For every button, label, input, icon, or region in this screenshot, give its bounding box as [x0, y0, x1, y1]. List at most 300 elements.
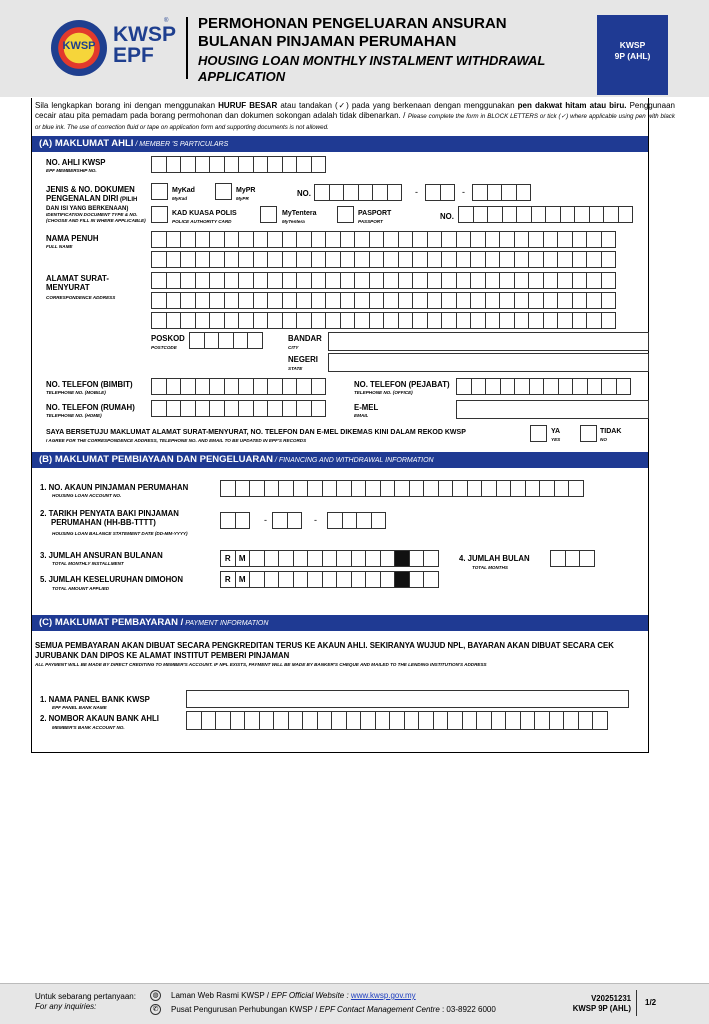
input-cell[interactable] [412, 231, 428, 248]
input-cell[interactable] [151, 272, 167, 289]
input-cell[interactable] [311, 251, 327, 268]
input-cell[interactable] [360, 711, 376, 730]
input-cell[interactable] [565, 550, 581, 567]
input-cell[interactable] [618, 206, 634, 223]
input-cell[interactable] [441, 272, 457, 289]
input-cell[interactable] [267, 378, 283, 395]
input-cell[interactable] [528, 272, 544, 289]
input-cell[interactable] [554, 480, 570, 497]
input-cell[interactable] [325, 292, 341, 309]
input-cell[interactable] [369, 231, 385, 248]
input-cell[interactable] [346, 711, 362, 730]
input-cell[interactable] [369, 272, 385, 289]
input-cell[interactable] [224, 251, 240, 268]
input-cell[interactable] [458, 206, 474, 223]
input-cell[interactable] [249, 550, 265, 567]
input-cell[interactable] [398, 312, 414, 329]
input-cell[interactable] [238, 312, 254, 329]
loan-account-field[interactable] [220, 480, 583, 497]
input-cell[interactable] [389, 711, 405, 730]
input-cell[interactable] [195, 378, 211, 395]
input-cell[interactable] [282, 231, 298, 248]
police-card-checkbox[interactable] [151, 206, 168, 223]
input-cell[interactable] [505, 711, 521, 730]
input-cell[interactable] [423, 571, 439, 588]
input-cell[interactable] [456, 272, 472, 289]
input-cell[interactable] [311, 272, 327, 289]
input-cell[interactable] [601, 292, 617, 309]
input-cell[interactable] [249, 571, 265, 588]
consent-yes-checkbox[interactable] [530, 425, 547, 442]
input-cell[interactable] [412, 272, 428, 289]
input-cell[interactable] [491, 711, 507, 730]
input-cell[interactable] [351, 571, 367, 588]
input-cell[interactable] [500, 378, 516, 395]
tel-office-field[interactable] [456, 378, 630, 395]
input-cell[interactable] [209, 400, 225, 417]
tel-home-field[interactable] [151, 400, 325, 417]
input-cell[interactable] [543, 231, 559, 248]
input-cell[interactable] [166, 251, 182, 268]
input-cell[interactable] [253, 231, 269, 248]
mytentera-checkbox[interactable] [260, 206, 277, 223]
input-cell[interactable] [601, 272, 617, 289]
input-cell[interactable] [215, 711, 231, 730]
input-cell[interactable] [238, 272, 254, 289]
input-cell[interactable] [282, 156, 298, 173]
input-cell[interactable] [529, 378, 545, 395]
bank-name-field[interactable] [186, 690, 629, 708]
input-cell[interactable] [440, 184, 456, 201]
input-cell[interactable] [485, 292, 501, 309]
input-cell[interactable] [354, 231, 370, 248]
input-cell[interactable] [427, 312, 443, 329]
input-cell[interactable] [472, 184, 488, 201]
input-cell[interactable] [340, 292, 356, 309]
input-cell[interactable] [273, 711, 289, 730]
mypr-checkbox[interactable] [215, 183, 232, 200]
input-cell[interactable] [586, 251, 602, 268]
statement-date-month-field[interactable] [272, 512, 301, 529]
input-cell[interactable] [336, 571, 352, 588]
input-cell[interactable] [572, 231, 588, 248]
input-cell[interactable] [253, 400, 269, 417]
input-cell[interactable] [325, 272, 341, 289]
input-cell[interactable] [470, 312, 486, 329]
input-cell[interactable] [354, 272, 370, 289]
input-cell[interactable] [307, 550, 323, 567]
state-field[interactable] [328, 353, 649, 372]
input-cell[interactable] [520, 711, 536, 730]
input-cell[interactable] [296, 231, 312, 248]
input-cell[interactable] [539, 480, 555, 497]
input-cell[interactable] [180, 272, 196, 289]
input-cell[interactable] [235, 512, 251, 529]
input-cell[interactable] [543, 378, 559, 395]
input-cell[interactable] [601, 231, 617, 248]
input-cell[interactable] [317, 711, 333, 730]
input-cell[interactable] [224, 272, 240, 289]
input-cell[interactable] [586, 312, 602, 329]
input-cell[interactable] [557, 251, 573, 268]
input-cell[interactable] [253, 312, 269, 329]
input-cell[interactable] [267, 231, 283, 248]
input-cell[interactable] [557, 312, 573, 329]
input-cell[interactable] [557, 292, 573, 309]
input-cell[interactable] [340, 251, 356, 268]
bank-account-field[interactable] [186, 711, 607, 730]
input-cell[interactable] [383, 251, 399, 268]
input-cell[interactable] [545, 206, 561, 223]
input-cell[interactable] [166, 312, 182, 329]
input-cell[interactable] [351, 480, 367, 497]
input-cell[interactable] [267, 272, 283, 289]
input-cell[interactable] [267, 400, 283, 417]
input-cell[interactable] [244, 711, 260, 730]
input-cell[interactable] [549, 711, 565, 730]
input-cell[interactable] [282, 312, 298, 329]
input-cell[interactable] [383, 312, 399, 329]
input-cell[interactable] [516, 184, 532, 201]
total-amount-field[interactable] [220, 571, 438, 588]
input-cell[interactable] [296, 251, 312, 268]
postcode-field[interactable] [189, 332, 262, 349]
input-cell[interactable] [195, 292, 211, 309]
input-cell[interactable] [481, 480, 497, 497]
input-cell[interactable] [151, 400, 167, 417]
input-cell[interactable] [394, 480, 410, 497]
input-cell[interactable] [282, 400, 298, 417]
input-cell[interactable] [325, 231, 341, 248]
input-cell[interactable] [351, 550, 367, 567]
input-cell[interactable] [356, 512, 372, 529]
input-cell[interactable] [433, 711, 449, 730]
input-cell[interactable] [528, 231, 544, 248]
input-cell[interactable] [311, 312, 327, 329]
input-cell[interactable] [267, 156, 283, 173]
input-cell[interactable] [499, 231, 515, 248]
input-cell[interactable] [572, 251, 588, 268]
statement-date-day-field[interactable] [220, 512, 249, 529]
passport-checkbox[interactable] [337, 206, 354, 223]
input-cell[interactable] [586, 272, 602, 289]
input-cell[interactable] [302, 711, 318, 730]
input-cell[interactable] [371, 512, 387, 529]
statement-date-year-field[interactable] [327, 512, 385, 529]
input-cell[interactable] [412, 312, 428, 329]
input-cell[interactable] [514, 272, 530, 289]
input-cell[interactable] [322, 480, 338, 497]
input-cell[interactable] [180, 231, 196, 248]
input-cell[interactable] [398, 251, 414, 268]
input-cell[interactable] [296, 378, 312, 395]
input-cell[interactable] [496, 480, 512, 497]
input-cell[interactable] [534, 711, 550, 730]
input-cell[interactable] [587, 378, 603, 395]
input-cell[interactable] [264, 550, 280, 567]
input-cell[interactable] [578, 711, 594, 730]
input-cell[interactable] [247, 332, 263, 349]
input-cell[interactable] [209, 312, 225, 329]
input-cell[interactable] [209, 292, 225, 309]
input-cell[interactable] [238, 400, 254, 417]
input-cell[interactable] [514, 378, 530, 395]
input-cell[interactable] [209, 251, 225, 268]
input-cell[interactable] [427, 231, 443, 248]
input-cell[interactable] [574, 206, 590, 223]
input-cell[interactable] [354, 312, 370, 329]
input-cell[interactable] [336, 480, 352, 497]
input-cell[interactable] [166, 400, 182, 417]
input-cell[interactable] [375, 711, 391, 730]
input-cell[interactable] [572, 312, 588, 329]
input-cell[interactable] [456, 231, 472, 248]
input-cell[interactable] [409, 571, 425, 588]
input-cell[interactable] [499, 292, 515, 309]
input-cell[interactable] [404, 711, 420, 730]
input-cell[interactable] [528, 312, 544, 329]
input-cell[interactable] [369, 292, 385, 309]
input-cell[interactable] [224, 292, 240, 309]
input-cell[interactable] [311, 292, 327, 309]
mykad-checkbox[interactable] [151, 183, 168, 200]
input-cell[interactable] [204, 332, 220, 349]
input-cell[interactable] [427, 292, 443, 309]
input-cell[interactable] [369, 312, 385, 329]
input-cell[interactable] [485, 231, 501, 248]
input-cell[interactable] [340, 312, 356, 329]
input-cell[interactable] [471, 378, 487, 395]
input-cell[interactable] [186, 711, 202, 730]
input-cell[interactable] [380, 480, 396, 497]
input-cell[interactable] [358, 184, 374, 201]
input-cell[interactable] [380, 571, 396, 588]
input-cell[interactable] [322, 571, 338, 588]
input-cell[interactable] [224, 378, 240, 395]
input-cell[interactable] [238, 378, 254, 395]
input-cell[interactable] [325, 251, 341, 268]
input-cell[interactable] [249, 480, 265, 497]
input-cell[interactable] [282, 378, 298, 395]
input-cell[interactable] [195, 272, 211, 289]
input-cell[interactable] [180, 251, 196, 268]
input-cell[interactable] [311, 400, 327, 417]
input-cell[interactable] [307, 571, 323, 588]
input-cell[interactable] [441, 312, 457, 329]
address-line3-field[interactable] [151, 312, 615, 329]
input-cell[interactable] [343, 184, 359, 201]
input-cell[interactable] [314, 184, 330, 201]
input-cell[interactable] [470, 251, 486, 268]
input-cell[interactable] [499, 312, 515, 329]
input-cell[interactable] [272, 512, 288, 529]
input-cell[interactable] [224, 231, 240, 248]
input-cell[interactable] [209, 272, 225, 289]
input-cell[interactable] [195, 156, 211, 173]
input-cell[interactable] [209, 231, 225, 248]
input-cell[interactable] [510, 480, 526, 497]
input-cell[interactable] [253, 156, 269, 173]
input-cell[interactable] [209, 156, 225, 173]
input-cell[interactable] [485, 312, 501, 329]
input-cell[interactable] [293, 480, 309, 497]
input-cell[interactable] [267, 292, 283, 309]
input-cell[interactable] [166, 272, 182, 289]
input-cell[interactable] [278, 571, 294, 588]
input-cell[interactable] [267, 251, 283, 268]
input-cell[interactable] [166, 231, 182, 248]
input-cell[interactable] [151, 292, 167, 309]
input-cell[interactable] [233, 332, 249, 349]
other-id-no-field[interactable] [458, 206, 632, 223]
input-cell[interactable] [195, 231, 211, 248]
address-line2-field[interactable] [151, 292, 615, 309]
input-cell[interactable] [201, 711, 217, 730]
input-cell[interactable] [340, 231, 356, 248]
input-cell[interactable] [427, 251, 443, 268]
input-cell[interactable] [462, 711, 478, 730]
input-cell[interactable] [189, 332, 205, 349]
input-cell[interactable] [601, 251, 617, 268]
input-cell[interactable] [470, 292, 486, 309]
input-cell[interactable] [525, 480, 541, 497]
input-cell[interactable] [311, 156, 327, 173]
input-cell[interactable] [311, 231, 327, 248]
city-field[interactable] [328, 332, 649, 351]
input-cell[interactable] [409, 550, 425, 567]
input-cell[interactable] [224, 156, 240, 173]
input-cell[interactable] [296, 292, 312, 309]
input-cell[interactable] [550, 550, 566, 567]
input-cell[interactable] [499, 272, 515, 289]
input-cell[interactable] [528, 251, 544, 268]
input-cell[interactable] [278, 550, 294, 567]
id-no-part3-field[interactable] [472, 184, 530, 201]
input-cell[interactable] [387, 184, 403, 201]
input-cell[interactable] [259, 711, 275, 730]
input-cell[interactable] [264, 571, 280, 588]
input-cell[interactable] [418, 711, 434, 730]
input-cell[interactable] [423, 480, 439, 497]
input-cell[interactable] [601, 312, 617, 329]
input-cell[interactable] [296, 312, 312, 329]
input-cell[interactable] [342, 512, 358, 529]
input-cell[interactable] [151, 251, 167, 268]
input-cell[interactable] [456, 378, 472, 395]
input-cell[interactable] [441, 292, 457, 309]
input-cell[interactable] [282, 292, 298, 309]
input-cell[interactable] [487, 184, 503, 201]
input-cell[interactable] [514, 312, 530, 329]
input-cell[interactable] [151, 231, 167, 248]
input-cell[interactable] [325, 312, 341, 329]
input-cell[interactable] [195, 251, 211, 268]
input-cell[interactable] [365, 571, 381, 588]
input-cell[interactable] [282, 251, 298, 268]
consent-no-checkbox[interactable] [580, 425, 597, 442]
input-cell[interactable] [447, 711, 463, 730]
input-cell[interactable] [311, 378, 327, 395]
input-cell[interactable] [603, 206, 619, 223]
input-cell[interactable] [456, 251, 472, 268]
input-cell[interactable] [502, 206, 518, 223]
address-line1-field[interactable] [151, 272, 615, 289]
input-cell[interactable] [383, 231, 399, 248]
input-cell[interactable] [253, 292, 269, 309]
input-cell[interactable] [572, 272, 588, 289]
input-cell[interactable] [579, 550, 595, 567]
input-cell[interactable] [412, 251, 428, 268]
input-cell[interactable] [514, 292, 530, 309]
input-cell[interactable] [235, 480, 251, 497]
input-cell[interactable] [409, 480, 425, 497]
input-cell[interactable] [238, 156, 254, 173]
tel-mobile-field[interactable] [151, 378, 325, 395]
input-cell[interactable] [180, 156, 196, 173]
input-cell[interactable] [398, 272, 414, 289]
input-cell[interactable] [572, 292, 588, 309]
input-cell[interactable] [557, 231, 573, 248]
input-cell[interactable] [180, 378, 196, 395]
input-cell[interactable] [473, 206, 489, 223]
input-cell[interactable] [209, 378, 225, 395]
input-cell[interactable] [452, 480, 468, 497]
input-cell[interactable] [296, 156, 312, 173]
input-cell[interactable] [218, 332, 234, 349]
input-cell[interactable] [456, 312, 472, 329]
input-cell[interactable] [224, 400, 240, 417]
input-cell[interactable] [425, 184, 441, 201]
input-cell[interactable] [560, 206, 576, 223]
input-cell[interactable] [456, 292, 472, 309]
input-cell[interactable] [485, 378, 501, 395]
input-cell[interactable] [253, 251, 269, 268]
input-cell[interactable] [485, 251, 501, 268]
input-cell[interactable] [467, 480, 483, 497]
input-cell[interactable] [543, 272, 559, 289]
input-cell[interactable] [470, 231, 486, 248]
full-name-line2-field[interactable] [151, 251, 615, 268]
input-cell[interactable] [487, 206, 503, 223]
input-cell[interactable] [531, 206, 547, 223]
input-cell[interactable] [383, 292, 399, 309]
input-cell[interactable] [238, 251, 254, 268]
input-cell[interactable] [354, 251, 370, 268]
email-field[interactable] [456, 400, 649, 419]
input-cell[interactable] [441, 231, 457, 248]
input-cell[interactable] [516, 206, 532, 223]
monthly-instalment-field[interactable] [220, 550, 438, 567]
input-cell[interactable] [195, 400, 211, 417]
input-cell[interactable] [365, 550, 381, 567]
input-cell[interactable] [543, 292, 559, 309]
input-cell[interactable] [166, 156, 182, 173]
id-no-part1-field[interactable] [314, 184, 401, 201]
input-cell[interactable] [288, 711, 304, 730]
input-cell[interactable] [557, 272, 573, 289]
id-no-part2-field[interactable] [425, 184, 454, 201]
input-cell[interactable] [296, 272, 312, 289]
input-cell[interactable] [514, 251, 530, 268]
input-cell[interactable] [336, 550, 352, 567]
input-cell[interactable] [568, 480, 584, 497]
input-cell[interactable] [220, 480, 236, 497]
input-cell[interactable] [278, 480, 294, 497]
input-cell[interactable] [180, 292, 196, 309]
input-cell[interactable] [230, 711, 246, 730]
input-cell[interactable] [195, 312, 211, 329]
input-cell[interactable] [543, 251, 559, 268]
